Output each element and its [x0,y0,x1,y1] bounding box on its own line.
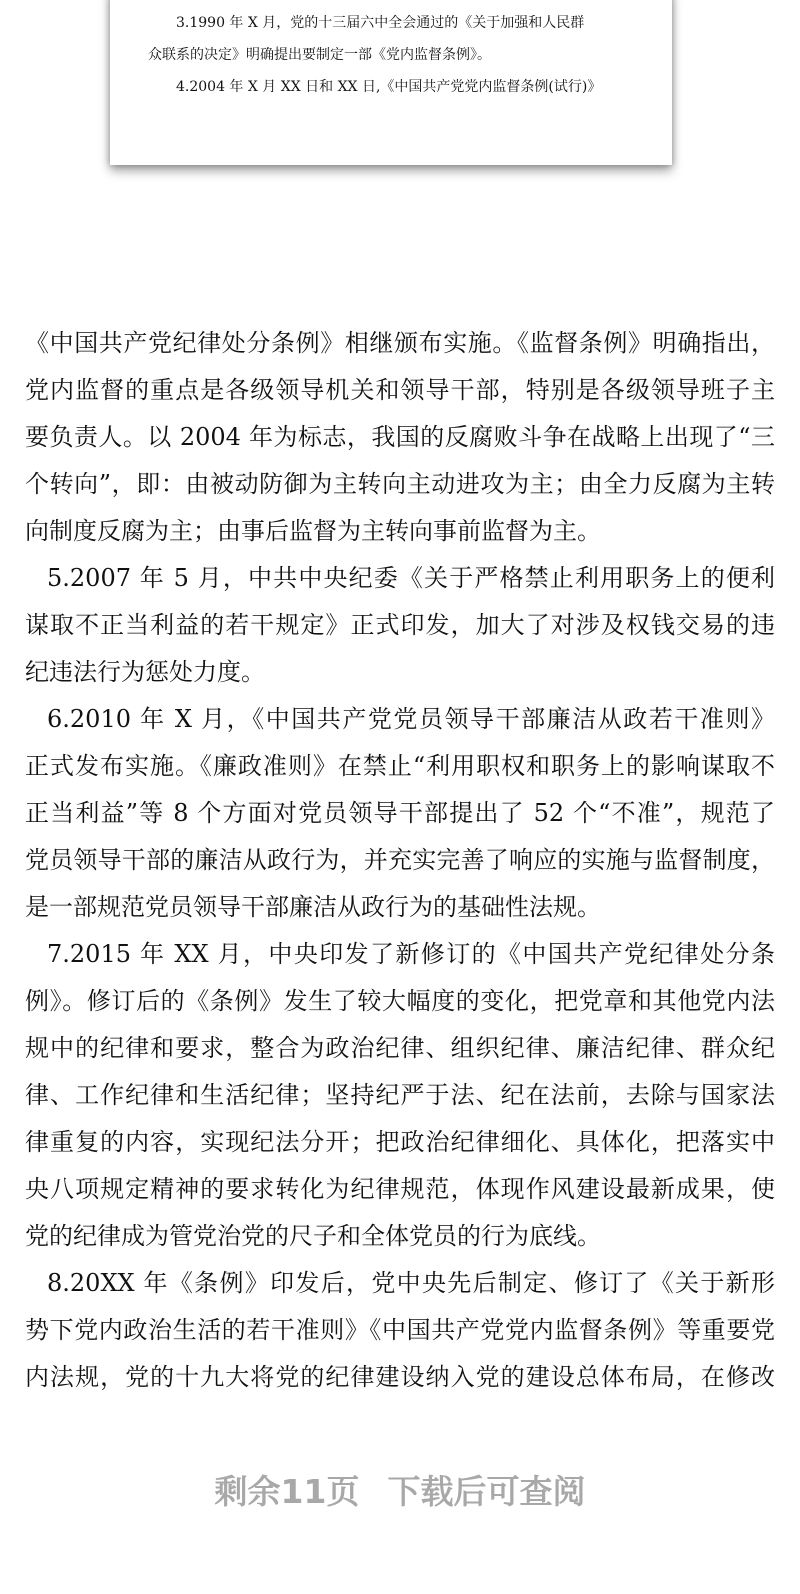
text-line: 正当利益”等 8 个方面对党员领导干部提出了 52 个“不准”，规范了 [25,799,775,827]
document-body [25,320,775,1401]
paragraph [25,931,775,1260]
download-hint-label: 下载后可查阅 [387,1472,586,1511]
preview-page-card [110,0,672,165]
download-prompt[interactable] [0,1466,800,1513]
paragraph [25,320,775,555]
card-line: 4.2004 年 X 月 XX 日和 XX 日,《中国共产党党内监督条例(试行)》 [176,79,602,95]
card-text [148,7,648,103]
text-line: 要负责人。以 2004 年为标志，我国的反腐败斗争在战略上出现了“三 [25,423,775,451]
paragraph [25,555,775,696]
text-line: 纪违法行为惩处力度。 [25,658,265,686]
text-line: 央八项规定精神的要求转化为纪律规范，体现作风建设最新成果，使 [25,1175,775,1203]
text-line: 是一部规范党员领导干部廉洁从政行为的基础性法规。 [25,893,601,921]
card-line: 3.1990 年 X 月，党的十三届六中全会通过的《关于加强和人民群 [176,15,585,31]
remaining-pages-label: 剩余11页 [214,1472,360,1511]
text-line: 8.20XX 年《条例》印发后，党中央先后制定、修订了《关于新形 [47,1269,775,1297]
text-line: 7.2015 年 XX 月，中央印发了新修订的《中国共产党纪律处分条 [47,940,775,968]
text-line: 律、工作纪律和生活纪律；坚持纪严于法、纪在法前，去除与国家法 [25,1081,775,1109]
text-line: 《中国共产党纪律处分条例》相继颁布实施。《监督条例》明确指出， [25,329,775,357]
text-line: 势下党内政治生活的若干准则》《中国共产党党内监督条例》等重要党 [25,1316,775,1344]
text-line: 6.2010 年 X 月，《中国共产党党员领导干部廉洁从政若干准则》 [47,705,775,733]
text-line: 谋取不正当利益的若干规定》正式印发，加大了对涉及权钱交易的违 [25,611,775,639]
text-line: 党员领导干部的廉洁从政行为，并充实完善了响应的实施与监督制度， [25,846,775,874]
text-line: 向制度反腐为主；由事后监督为主转向事前监督为主。 [25,517,601,545]
text-line: 律重复的内容，实现纪法分开；把政治纪律细化、具体化，把落实中 [25,1128,775,1156]
text-line: 内法规，党的十九大将党的纪律建设纳入党的建设总体布局，在修改 [25,1363,775,1391]
text-line: 5.2007 年 5 月，中共中央纪委《关于严格禁止利用职务上的便利 [47,564,775,592]
text-line: 正式发布实施。《廉政准则》在禁止“利用职权和职务上的影响谋取不 [25,752,775,780]
text-line: 党的纪律成为管党治党的尺子和全体党员的行为底线。 [25,1222,601,1250]
text-line: 例》。修订后的《条例》发生了较大幅度的变化，把党章和其他党内法 [25,987,775,1015]
text-line: 个转向”，即：由被动防御为主转向主动进攻为主；由全力反腐为主转 [25,470,775,498]
paragraph [25,696,775,931]
paragraph [25,1260,775,1401]
card-line: 众联系的决定》明确提出要制定一部《党内监督条例》。 [148,47,491,63]
text-line: 规中的纪律和要求，整合为政治纪律、组织纪律、廉洁纪律、群众纪 [25,1034,775,1062]
text-line: 党内监督的重点是各级领导机关和领导干部，特别是各级领导班子主 [25,376,775,404]
